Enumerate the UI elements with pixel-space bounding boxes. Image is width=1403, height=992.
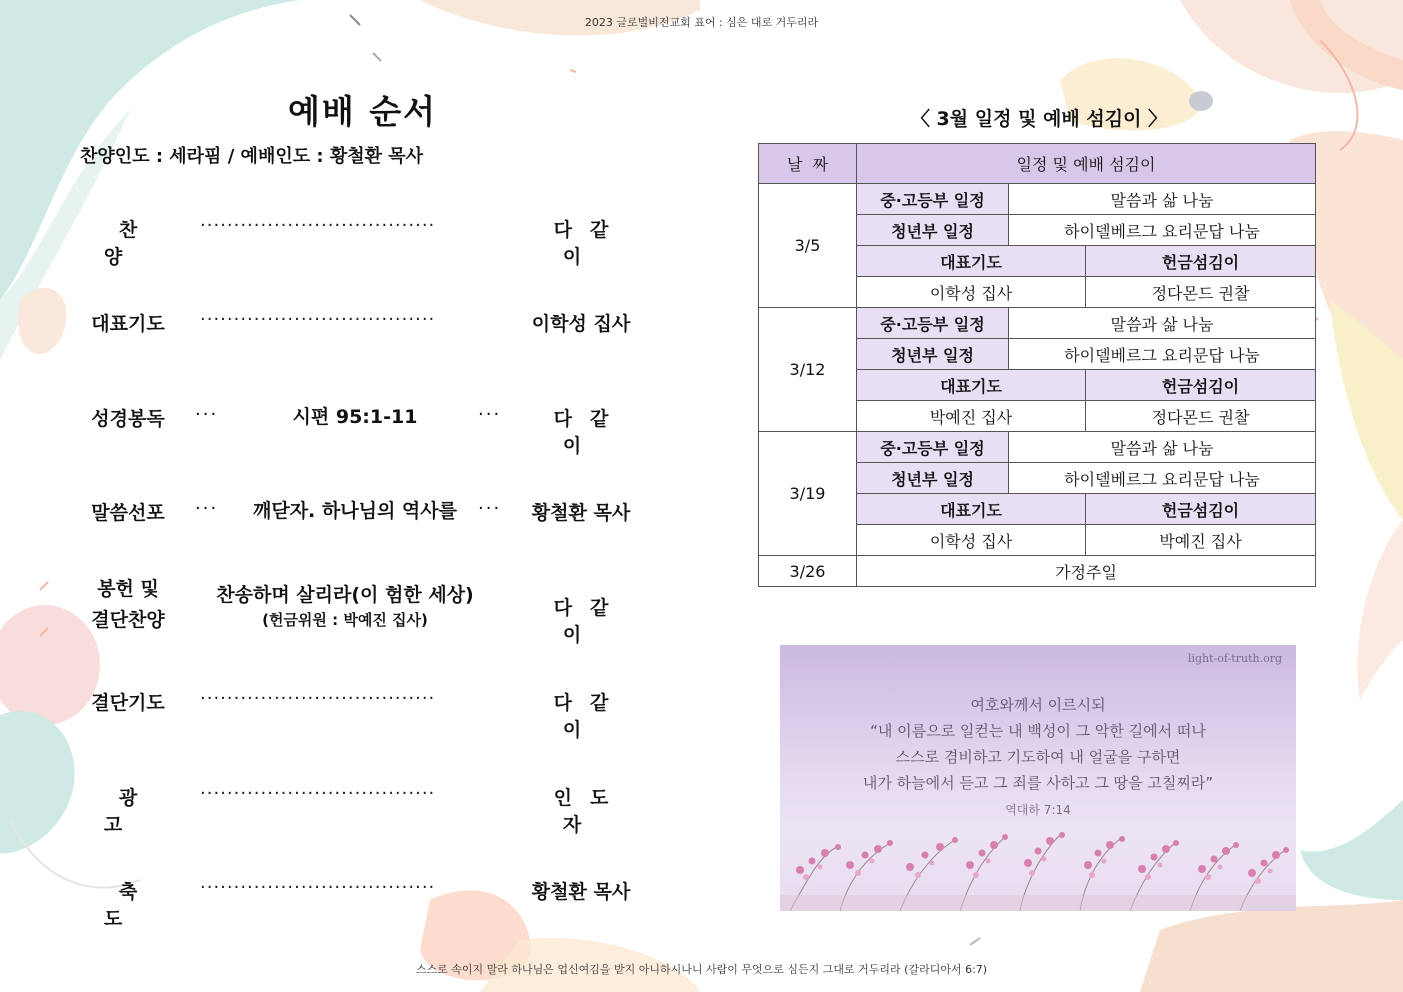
header-detail: 일정 및 예배 섬김이: [857, 144, 1316, 184]
flower-illustration: [780, 825, 1296, 911]
dot-leader: ···································: [200, 877, 436, 898]
order-row-sermon: [80, 488, 645, 532]
order-label: 찬양: [103, 219, 168, 268]
young-adult-label: 청년부 일정: [857, 463, 1009, 494]
week-date: 3/12: [759, 308, 857, 432]
order-person: 황철환 목사: [531, 502, 631, 524]
order-person: 이학성 집사: [531, 313, 631, 335]
header-motto: 2023 글로벌비전교회 표어 : 심은 대로 거두리라: [584, 16, 819, 29]
table-header-row: [759, 144, 1316, 184]
table-row: [759, 184, 1316, 215]
offering-label: 헌금섬김이: [1086, 246, 1316, 277]
order-label: 말씀선포: [91, 502, 165, 524]
young-adult-schedule: 하이델베르그 요리문답 나눔: [1009, 339, 1316, 370]
table-row: [759, 308, 1316, 339]
verse-line: 스스로 겸비하고 기도하여 내 얼굴을 구하면: [895, 748, 1181, 766]
header-date: 날짜: [759, 144, 857, 184]
verse-line: 여호와께서 이르시되: [970, 696, 1106, 714]
dot-leader: ···································: [200, 783, 436, 804]
table-row: [759, 556, 1316, 587]
order-label: 광고: [103, 787, 168, 836]
worship-leaders: 찬양인도 : 세라핌 / 예배인도 : 황철환 목사: [80, 146, 424, 167]
order-row-announcements: [80, 773, 645, 836]
youth-label: 중·고등부 일정: [857, 308, 1009, 339]
prayer-label: 대표기도: [857, 494, 1086, 525]
order-person: 황철환 목사: [531, 881, 631, 903]
prayer-person: 이학성 집사: [857, 277, 1086, 308]
order-person: 다같이: [553, 597, 627, 646]
scripture-reference: 시편 95:1-11: [292, 406, 418, 428]
offering-label: 헌금섬김이: [1086, 370, 1316, 401]
dot-leader: ···································: [200, 688, 436, 709]
prayer-label: 대표기도: [857, 370, 1086, 401]
order-label-line: 결단찬양: [91, 609, 165, 631]
youth-schedule: 말씀과 삶 나눔: [1009, 308, 1316, 339]
youth-schedule: 말씀과 삶 나눔: [1009, 184, 1316, 215]
order-row-benediction: [80, 867, 645, 930]
week-date: 3/26: [759, 556, 857, 587]
table-row: [759, 432, 1316, 463]
offering-committee: (헌금위원 : 박예진 집사): [262, 611, 428, 629]
youth-label: 중·고등부 일정: [857, 184, 1009, 215]
order-person: 다같이: [553, 219, 627, 268]
verse-line: “내 이름으로 일컫는 내 백성이 그 악한 길에서 떠나: [870, 722, 1206, 740]
order-label: 축도: [103, 881, 168, 930]
offering-person: 정다몬드 권찰: [1086, 401, 1316, 432]
offering-person: 박예진 집사: [1086, 525, 1316, 556]
order-person: 다같이: [553, 408, 627, 457]
order-label-line: 봉헌 및: [97, 578, 159, 600]
young-adult-label: 청년부 일정: [857, 339, 1009, 370]
prayer-person: 이학성 집사: [857, 525, 1086, 556]
site-watermark: light-of-truth.org: [1187, 652, 1282, 665]
hymn-title: 찬송하며 살리라(이 험한 세상): [216, 584, 474, 606]
dot-leader: ···: [195, 498, 219, 519]
verse-image: [780, 645, 1296, 911]
offering-label: 헌금섬김이: [1086, 494, 1316, 525]
offering-person: 정다몬드 권찰: [1086, 277, 1316, 308]
schedule-table: [758, 143, 1316, 587]
order-person: 인도자: [553, 787, 627, 836]
order-label: 성경봉독: [91, 408, 165, 430]
order-row-scripture: [80, 394, 645, 457]
offering-hymn: [200, 580, 490, 630]
verse-reference: 역대하 7:14: [1005, 803, 1071, 817]
dot-leader: ···: [195, 404, 219, 425]
order-row-prayer: [80, 299, 645, 343]
order-label: 결단기도: [91, 692, 165, 714]
order-row-offering: [80, 574, 645, 646]
sermon-title: 깨닫자. 하나님의 역사를: [253, 500, 457, 522]
youth-schedule: 말씀과 삶 나눔: [1009, 432, 1316, 463]
week-date: 3/5: [759, 184, 857, 308]
family-sunday-note: 가정주일: [857, 556, 1316, 587]
dot-leader: ···································: [200, 309, 436, 330]
young-adult-schedule: 하이델베르그 요리문답 나눔: [1009, 215, 1316, 246]
order-person: 다같이: [553, 692, 627, 741]
footer-verse: 스스로 속이지 말라 하나님은 업신여김을 받지 아니하시나니 사람이 무엇으로 심든지 그대로 거두리라 (갈라디아서 6:7): [415, 963, 988, 976]
dot-leader: ···: [478, 404, 502, 425]
order-row-praise: [80, 205, 645, 268]
order-label: [80, 574, 176, 636]
verse-line: 내가 하늘에서 듣고 그 죄를 사하고 그 땅을 고칠찌라”: [862, 774, 1214, 792]
young-adult-label: 청년부 일정: [857, 215, 1009, 246]
prayer-person: 박예진 집사: [857, 401, 1086, 432]
order-row-decision-prayer: [80, 678, 645, 741]
order-label: 대표기도: [91, 313, 165, 335]
prayer-label: 대표기도: [857, 246, 1086, 277]
dot-leader: ···: [478, 498, 502, 519]
young-adult-schedule: 하이델베르그 요리문답 나눔: [1009, 463, 1316, 494]
youth-label: 중·고등부 일정: [857, 432, 1009, 463]
schedule-title: 〈 3월 일정 및 예배 섬김이 〉: [910, 108, 1168, 130]
worship-order-title: 예배 순서: [287, 92, 437, 131]
dot-leader: ···································: [200, 215, 436, 236]
week-date: 3/19: [759, 432, 857, 556]
